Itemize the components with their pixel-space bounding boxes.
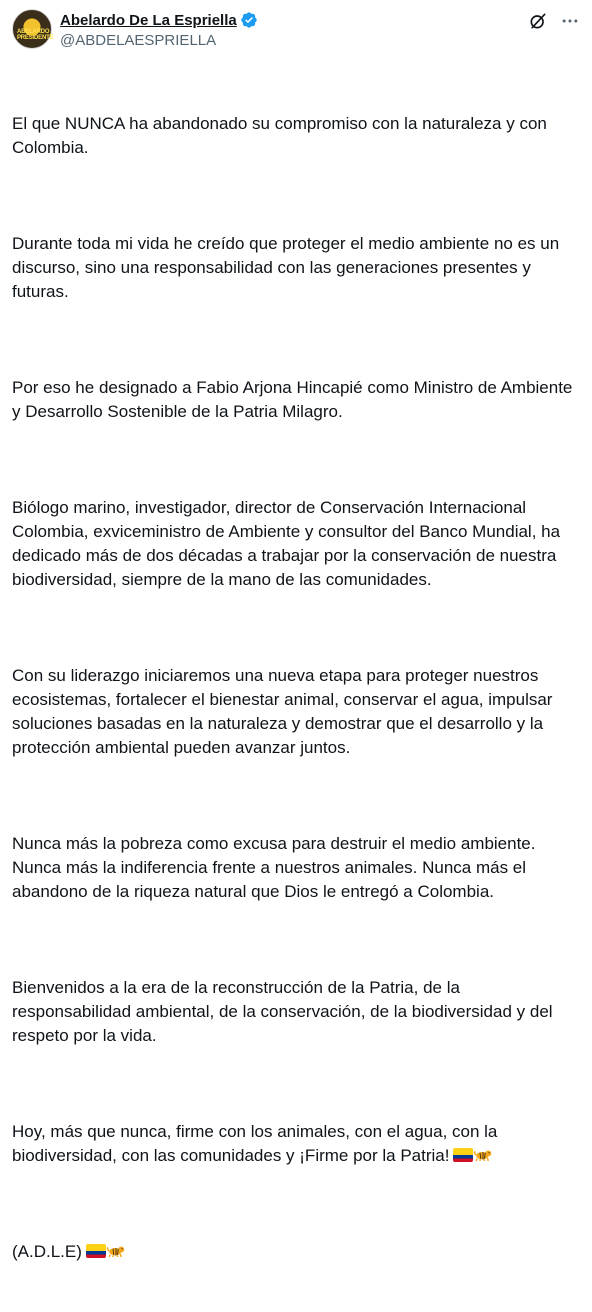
tweet-body: [12, 64, 580, 1312]
author-display-name[interactable]: Abelardo De La Espriella: [60, 11, 237, 29]
grok-icon[interactable]: [528, 11, 548, 31]
colombia-flag-icon: [86, 1244, 106, 1258]
tweet-paragraph: El que NUNCA ha abandonado su compromiso con la naturaleza y con Colombia.: [12, 114, 552, 157]
avatar[interactable]: [12, 9, 52, 49]
more-options-icon[interactable]: [560, 11, 580, 31]
tweet-paragraph: Por eso he designado a Fabio Arjona Hincapié como Ministro de Ambiente y Desarrollo Sostenible de la Patria Milagro.: [12, 378, 578, 421]
author-handle[interactable]: @ABDELAESPRIELLA: [60, 32, 217, 49]
tiger-icon: [107, 1244, 125, 1258]
tweet-signature-text: (A.D.L.E): [12, 1242, 82, 1261]
author-names: [60, 10, 258, 49]
tweet-paragraph: Bienvenidos a la era de la reconstrucción de la Patria, de la responsabilidad ambiental, de la conservación, de la biodiversidad y del respeto por la vida.: [12, 978, 558, 1045]
tweet-paragraph-with-emoji: [12, 1120, 580, 1168]
colombia-flag-icon: [453, 1148, 473, 1162]
tweet-paragraph: Durante toda mi vida he creído que proteger el medio ambiente no es un discurso, sino una responsabilidad con las generaciones presentes y futuras.: [12, 234, 564, 301]
tweet-signature: [12, 1240, 580, 1264]
tweet-paragraph: Con su liderazgo iniciaremos una nueva etapa para proteger nuestros ecosistemas, fortalecer el bienestar animal, conservar el agua, impulsar soluciones basadas en la naturaleza y demostrar que el desarrollo y la protección ambiental pueden avanzar juntos.: [12, 666, 558, 757]
tweet-paragraph: Nunca más la pobreza como excusa para destruir el medio ambiente. Nunca más la indiferencia frente a nuestros animales. Nunca más el abandono de la riqueza natural que Dios le entregó a Colombia.: [12, 834, 541, 901]
avatar-logo-text: ABELARDO PRESIDENTE: [17, 29, 54, 41]
tweet-actions: [528, 11, 580, 31]
verified-badge-icon[interactable]: [240, 11, 258, 29]
tweet-paragraph-text: Hoy, más que nunca, firme con los animales, con el agua, con la biodiversidad, con las comunidades y ¡Firme por la Patria!: [12, 1122, 503, 1165]
display-name-row: [60, 10, 258, 30]
tweet-paragraph: Biólogo marino, investigador, director de Conservación Internacional Colombia, exviceministro de Ambiente y consultor del Banco Mundial, ha dedicado más de dos décadas a trabajar por la conservación de nuestra biodiversidad, siempre de la mano de las comunidades.: [12, 498, 565, 589]
tiger-icon: [474, 1148, 492, 1162]
tweet-header: [12, 9, 580, 53]
